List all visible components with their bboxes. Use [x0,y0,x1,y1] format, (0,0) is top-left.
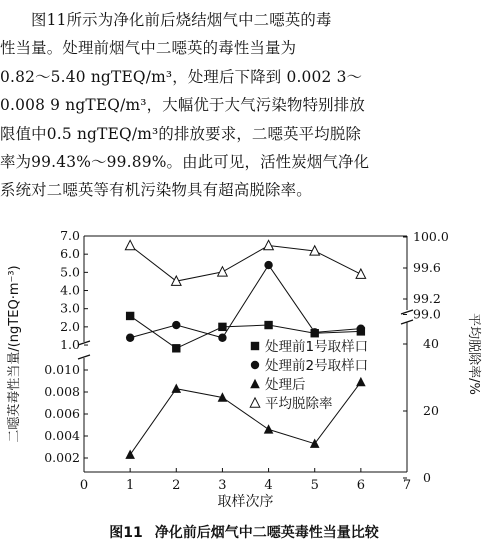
series-point-triangle [264,424,274,433]
y-right-upper-tick-label: 99.6 [413,260,441,275]
x-tick-label: 7 [402,478,412,493]
y-right-lower-tick-label: 20 [423,403,439,418]
series-point-circle [311,328,319,336]
x-tick-label: 5 [310,478,319,493]
y-right-lower-tick-label: 0 [423,470,431,485]
paragraph-line: 0.008 9 ngTEQ/m³，大幅优于大气污染物特别排放 [0,96,365,115]
right-axis-break [401,310,413,324]
y-upper-tick-label: 5.0 [60,264,80,280]
series-line-2 [130,382,361,455]
y-right-axis-label: 平均脱除率/% [466,313,481,395]
series-point-open-triangle [218,267,228,276]
legend-label: 处理前2号取样口 [265,358,369,374]
y-right-upper-tick-label: 100.0 [413,229,449,244]
series-point-circle [251,361,259,369]
dioxin-chart [0,218,488,518]
y-upper-tick-label: 7.0 [60,228,80,244]
x-tick-label: 1 [126,478,135,493]
series-line-1 [130,265,361,338]
series-point-circle [264,261,272,269]
series-point-square [218,323,226,331]
y-right-upper-tick-label: 99.0 [413,306,441,322]
paragraph-line: 限值中0.5 ngTEQ/m³的排放要求，二噁英平均脱除 [0,124,362,143]
series-point-circle [357,324,365,332]
series-point-circle [172,321,180,329]
series-point-open-triangle [250,398,260,407]
x-tick-label: 4 [264,478,273,493]
paragraph-line: 系统对二噁英等有机污染物具有超高脱除率。 [0,181,312,200]
paragraph-line: 图11所示为净化前后烧结烟气中二噁英的毒 [31,11,332,29]
y-right-lower-tick-label: 40 [423,336,439,351]
series-point-triangle [356,377,366,386]
body-paragraph [0,6,482,205]
x-tick-label: 6 [356,478,365,493]
y-right-upper-tick-label: 99.2 [413,291,441,306]
x-tick-label: 0 [79,478,89,493]
series-line-3 [130,246,361,282]
x-tick-label: 3 [218,478,227,493]
series-point-open-triangle [264,240,274,249]
series-point-circle [218,334,226,342]
y-lower-tick-label: 0.010 [44,362,80,377]
series-point-circle [126,334,134,342]
series-point-square [264,321,272,329]
series-point-square [172,344,180,352]
series-point-triangle [171,384,181,393]
y-upper-tick-label: 3.0 [60,300,80,316]
series-point-triangle [125,450,135,459]
series-point-open-triangle [125,240,135,249]
series-point-square [126,312,134,320]
x-axis-label: 取样次序 [217,494,274,510]
y-upper-tick-label: 4.0 [60,282,80,298]
series-point-open-triangle [356,269,366,278]
legend-label: 处理后 [265,377,306,393]
paragraph-line: 性当量。处理前烟气中二噁英的毒性当量为 [0,39,297,58]
y-upper-tick-label: 1.0 [60,337,80,353]
series-point-square [251,342,259,350]
series-point-triangle [250,379,260,388]
y-axis-label: 二噁英毒性当量/(ngTEQ·m⁻³) [7,265,22,443]
figure-number: 图11 [109,525,143,541]
x-tick-label: 2 [172,478,181,493]
legend-label: 处理前1号取样口 [265,339,369,355]
paragraph-line: 0.82～5.40 ngTEQ/m³，处理后下降到 0.002 3～ [0,67,363,86]
y-lower-tick-label: 0.006 [44,406,80,421]
figure-title: 净化前后烟气中二噁英毒性当量比较 [154,525,379,541]
y-upper-tick-label: 2.0 [60,318,80,334]
chart-svg [0,218,488,518]
y-lower-tick-label: 0.004 [44,428,80,443]
y-lower-tick-label: 0.008 [44,384,80,399]
legend-label: 平均脱除率 [265,396,333,412]
paragraph-line: 率为99.43%～99.89%。由此可见，活性炭烟气净化 [0,153,370,172]
figure-caption [0,522,488,542]
y-upper-tick-label: 6.0 [60,246,80,262]
y-lower-tick-label: 0.002 [44,450,80,465]
